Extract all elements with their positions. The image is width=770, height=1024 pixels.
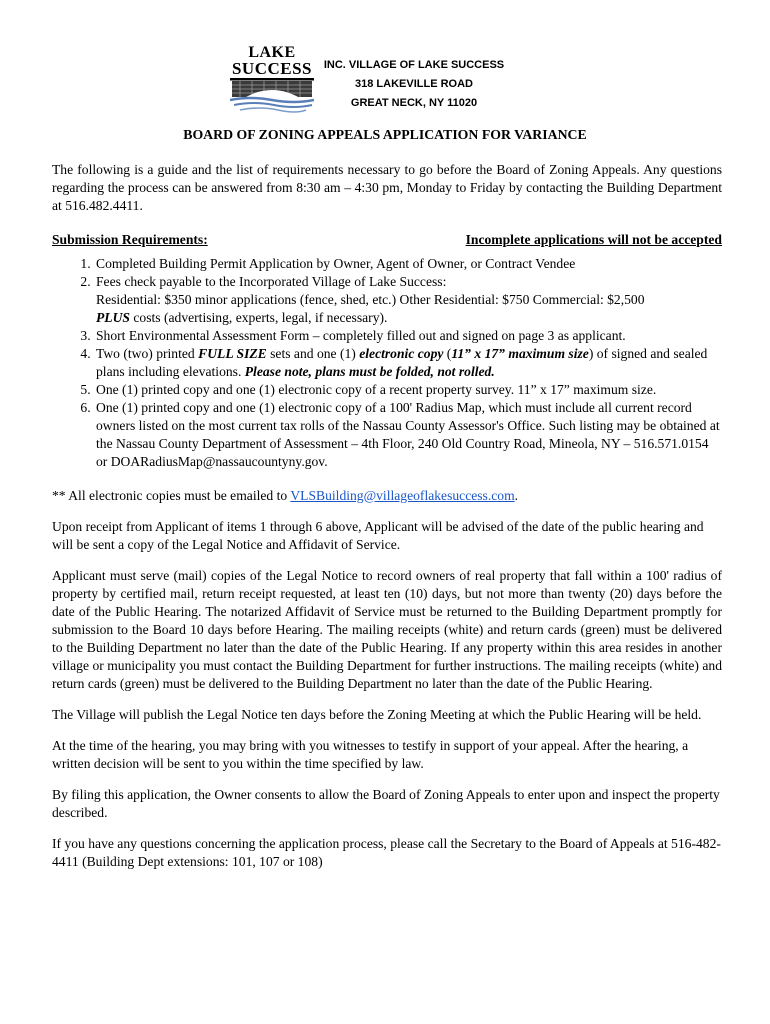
village-address	[310, 56, 518, 113]
submission-header	[52, 231, 722, 249]
letterhead	[220, 44, 560, 114]
list-item: 4. Two (two) printed FULL SIZE sets and one (1) electronic copy (11” x 17” maximum size) of signed and sealed plans including elevations. Please note, plans must be folded, not rolled.	[94, 345, 722, 381]
contact-paragraph: If you have any questions concerning the application process, please call the Secretary to the Board of Appeals at 516-482-4411 (Building Dept extensions: 101, 107 or 108)	[52, 836, 721, 869]
bridge-icon	[230, 78, 314, 114]
legal-notice-paragraph: Applicant must serve (mail) copies of the Legal Notice to record owners of real property that fall within a 100' radius of property by certified mail, return receipt requested, at least ten (10) days, but not more than twenty (20) days before the date of the Public Hearing. The notarized Affidavit of Service must be returned to the Building Department promptly for submission to the Board 10 days before Hearing. The mailing receipts (white) and return cards (green) must be delivered to the Building Department no later than the date of the Public Hearing. If any property within this area resides in another village or municipality you must contact the Building Department for further instructions. The mailing receipts (white) and return cards (green) must be delivered to the Building Department no later than the date of the Public Hearing.	[52, 568, 722, 691]
logo-line1: LAKE	[248, 44, 296, 61]
address-line1: INC. VILLAGE OF LAKE SUCCESS	[323, 59, 505, 71]
submission-requirements-label: Submission Requirements:	[52, 232, 208, 247]
list-item: 2. Fees check payable to the Incorporated Village of Lake Success: Residential: $350 minor applications (fence, shed, etc.) Other Residential: $750 Commercial: $2,500 PLUS costs (advertising, experts, legal, if necessary).	[94, 273, 722, 327]
requirements-list	[52, 255, 722, 471]
publish-paragraph: The Village will publish the Legal Notice ten days before the Zoning Meeting at which the Public Hearing will be held.	[52, 707, 702, 722]
list-item: 1. Completed Building Permit Application by Owner, Agent of Owner, or Contract Vendee	[94, 255, 722, 273]
list-item: 6. One (1) printed copy and one (1) electronic copy of a 100' Radius Map, which must include all current record owners listed on the most current tax rolls of the Nassau County Assessor's Office. Such listing may be obtained at the Nassau County Department of Assessment – 4th Floor, 240 Old Country Road, Mineola, NY – 516.571.0154 or DOARadiusMap@nassaucountyny.gov.	[94, 399, 722, 471]
incomplete-warning: Incomplete applications will not be accepted	[465, 232, 722, 247]
consent-paragraph: By filing this application, the Owner consents to allow the Board of Zoning Appeals to enter upon and inspect the property described.	[52, 787, 720, 820]
village-logo	[226, 44, 318, 114]
list-item: 3. Short Environmental Assessment Form – completely filled out and signed on page 3 as applicant.	[94, 327, 722, 345]
email-link[interactable]: VLSBuilding@villageoflakesuccess.com	[290, 488, 515, 503]
address-line2: 318 LAKEVILLE ROAD	[355, 78, 473, 90]
list-item: 5. One (1) printed copy and one (1) electronic copy of a recent property survey. 11” x 17” maximum size.	[94, 381, 722, 399]
document-body	[52, 161, 722, 884]
logo-line2: SUCCESS	[231, 59, 313, 78]
intro-paragraph: The following is a guide and the list of requirements necessary to go before the Board of Zoning Appeals. Any questions regarding the process can be answered from 8:30 am – 4:30 pm, Monday to Friday by contacting the Building Department at 516.482.4411.	[52, 162, 722, 213]
hearing-paragraph: At the time of the hearing, you may bring with you witnesses to testify in support of your appeal. After the hearing, a written decision will be sent to you within the time specified by law.	[52, 738, 689, 771]
receipt-paragraph: Upon receipt from Applicant of items 1 through 6 above, Applicant will be advised of the date of the public hearing and will be sent a copy of the Legal Notice and Affidavit of Service.	[52, 519, 704, 552]
email-note: ** All electronic copies must be emailed to VLSBuilding@villageoflakesuccess.com.	[52, 488, 519, 503]
logo-text	[226, 46, 318, 77]
page-title: BOARD OF ZONING APPEALS APPLICATION FOR VARIANCE	[183, 127, 587, 142]
address-line3: GREAT NECK, NY 11020	[350, 97, 478, 109]
